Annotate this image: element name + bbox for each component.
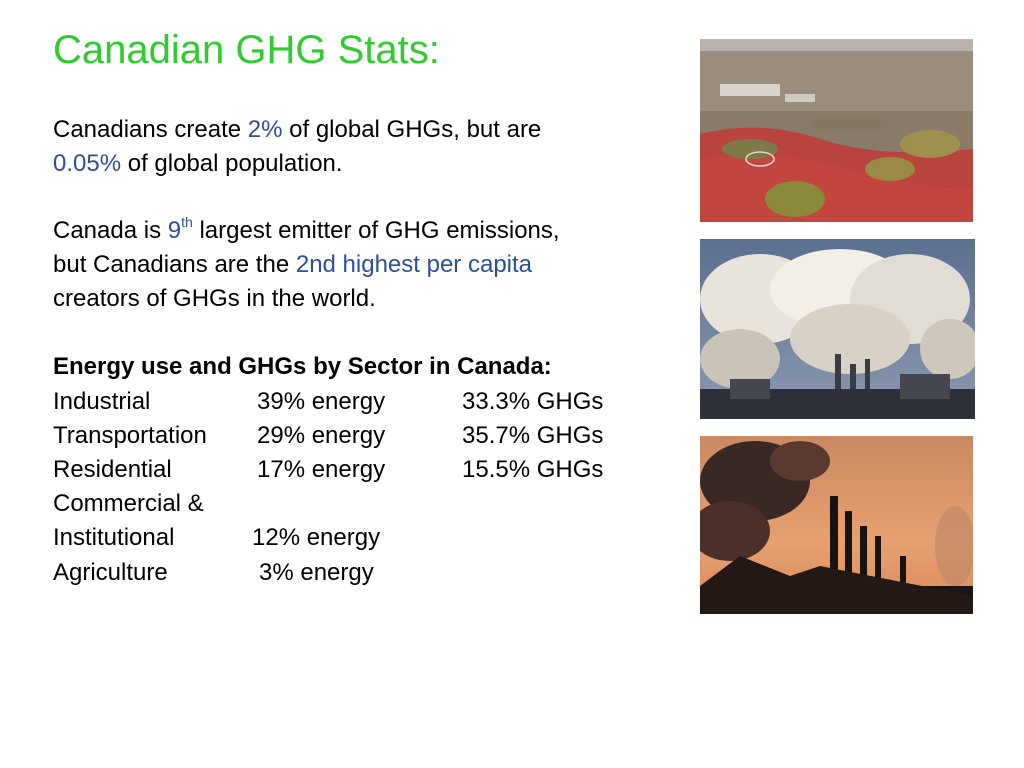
para1-highlight-1: 2% <box>247 116 283 143</box>
mine-tailings-aerial-photo <box>700 39 973 222</box>
factory-silhouette-sunset-photo <box>700 436 973 614</box>
sector-energy: 17% energy <box>257 456 386 483</box>
sector-energy: 3% energy <box>259 559 374 586</box>
smokestack-emissions-photo <box>700 239 975 419</box>
population-paragraph <box>53 113 673 181</box>
sector-name: Commercial & <box>53 490 204 517</box>
sector-energy: 29% energy <box>257 422 386 449</box>
page-title: Canadian GHG Stats: <box>53 28 440 72</box>
para1-text-1: Canadians create <box>53 116 248 143</box>
sector-energy: 39% energy <box>257 388 386 415</box>
sector-name: Agriculture <box>53 559 168 586</box>
sector-name: Residential <box>53 456 172 483</box>
sector-name: Transportation <box>53 422 207 449</box>
emitter-paragraph <box>53 214 673 316</box>
para1-text-3: of global population. <box>121 150 343 177</box>
sector-ghg: 35.7% GHGs <box>462 422 604 449</box>
sector-ghg: 15.5% GHGs <box>462 456 604 483</box>
sector-ghg: 33.3% GHGs <box>462 388 604 415</box>
para2-text-3: but Canadians are the <box>53 251 296 278</box>
sector-name: Industrial <box>53 388 151 415</box>
para1-text-2: of global GHGs, but are <box>282 116 542 143</box>
para1-highlight-2: 0.05% <box>53 150 122 177</box>
para2-superscript: th <box>181 214 193 230</box>
para2-highlight-2: 2nd highest per capita <box>295 251 533 278</box>
para2-text-2: largest emitter of GHG emissions, <box>192 217 560 244</box>
para2-highlight-1: 9 <box>167 217 182 244</box>
para2-text-1: Canada is <box>53 217 168 244</box>
sector-energy: 12% energy <box>252 524 381 551</box>
sector-heading: Energy use and GHGs by Sector in Canada: <box>53 353 552 380</box>
para2-text-4: creators of GHGs in the world. <box>53 285 376 312</box>
sector-name: Institutional <box>53 524 175 551</box>
